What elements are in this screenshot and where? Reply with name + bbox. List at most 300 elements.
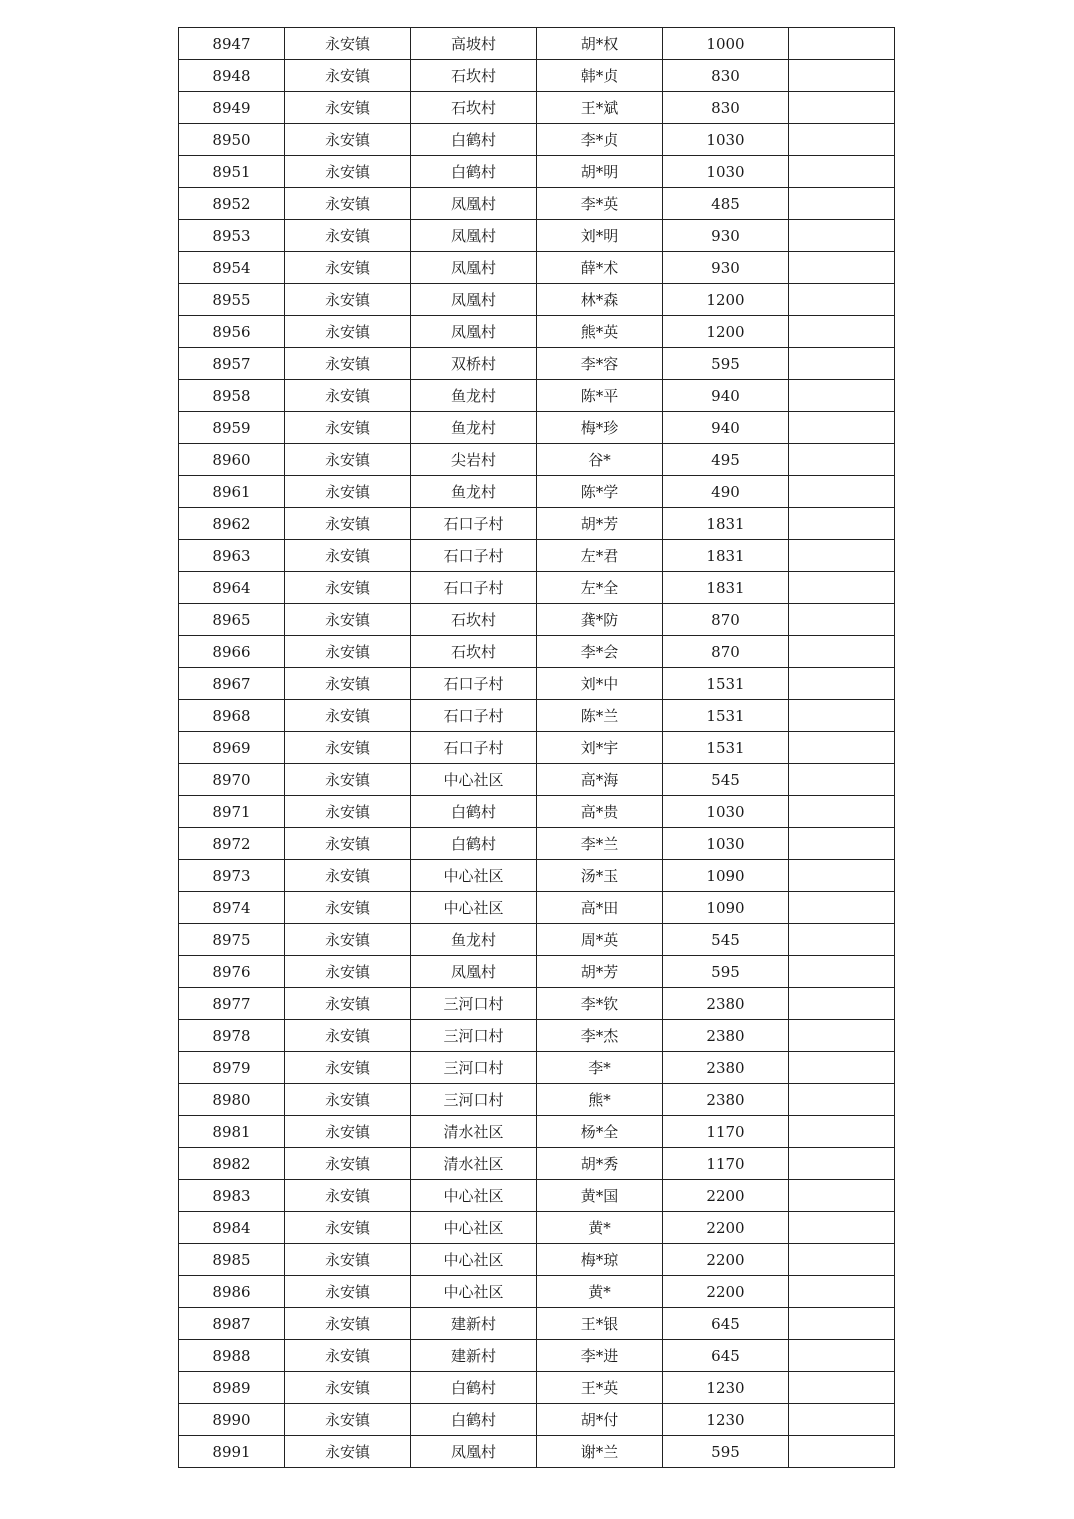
cell-name: 陈*兰 xyxy=(537,700,663,732)
cell-note xyxy=(789,284,895,316)
cell-amount: 1200 xyxy=(663,316,789,348)
table-row xyxy=(179,1404,895,1436)
cell-village: 凤凰村 xyxy=(411,284,537,316)
cell-amount: 645 xyxy=(663,1340,789,1372)
cell-name: 梅*珍 xyxy=(537,412,663,444)
cell-serial-number: 8982 xyxy=(179,1148,285,1180)
cell-serial-number: 8965 xyxy=(179,604,285,636)
table-row xyxy=(179,1148,895,1180)
cell-name: 韩*贞 xyxy=(537,60,663,92)
cell-amount: 495 xyxy=(663,444,789,476)
cell-amount: 870 xyxy=(663,636,789,668)
cell-note xyxy=(789,1340,895,1372)
cell-amount: 2200 xyxy=(663,1244,789,1276)
cell-town: 永安镇 xyxy=(285,988,411,1020)
cell-town: 永安镇 xyxy=(285,668,411,700)
cell-note xyxy=(789,28,895,60)
cell-village: 凤凰村 xyxy=(411,220,537,252)
cell-serial-number: 8954 xyxy=(179,252,285,284)
cell-name: 李*杰 xyxy=(537,1020,663,1052)
cell-note xyxy=(789,1084,895,1116)
cell-serial-number: 8977 xyxy=(179,988,285,1020)
cell-note xyxy=(789,860,895,892)
cell-serial-number: 8990 xyxy=(179,1404,285,1436)
cell-amount: 830 xyxy=(663,60,789,92)
cell-name: 李*英 xyxy=(537,188,663,220)
cell-amount: 2380 xyxy=(663,1052,789,1084)
cell-village: 中心社区 xyxy=(411,1276,537,1308)
table-row xyxy=(179,316,895,348)
table-row xyxy=(179,412,895,444)
cell-name: 李*贞 xyxy=(537,124,663,156)
cell-amount: 1831 xyxy=(663,508,789,540)
cell-serial-number: 8986 xyxy=(179,1276,285,1308)
cell-serial-number: 8957 xyxy=(179,348,285,380)
cell-town: 永安镇 xyxy=(285,284,411,316)
cell-amount: 595 xyxy=(663,956,789,988)
cell-village: 鱼龙村 xyxy=(411,924,537,956)
table-row xyxy=(179,924,895,956)
table-row xyxy=(179,1116,895,1148)
cell-name: 熊*英 xyxy=(537,316,663,348)
cell-name: 刘*明 xyxy=(537,220,663,252)
cell-serial-number: 8987 xyxy=(179,1308,285,1340)
cell-note xyxy=(789,124,895,156)
cell-serial-number: 8962 xyxy=(179,508,285,540)
cell-town: 永安镇 xyxy=(285,156,411,188)
table-row xyxy=(179,444,895,476)
table-row xyxy=(179,1244,895,1276)
cell-note xyxy=(789,348,895,380)
cell-serial-number: 8989 xyxy=(179,1372,285,1404)
cell-town: 永安镇 xyxy=(285,60,411,92)
cell-town: 永安镇 xyxy=(285,860,411,892)
cell-serial-number: 8988 xyxy=(179,1340,285,1372)
record-table-container xyxy=(178,27,895,1468)
cell-town: 永安镇 xyxy=(285,540,411,572)
cell-note xyxy=(789,1276,895,1308)
cell-name: 左*君 xyxy=(537,540,663,572)
cell-town: 永安镇 xyxy=(285,1404,411,1436)
table-row xyxy=(179,540,895,572)
table-row xyxy=(179,380,895,412)
cell-serial-number: 8951 xyxy=(179,156,285,188)
cell-note xyxy=(789,476,895,508)
cell-amount: 940 xyxy=(663,380,789,412)
cell-town: 永安镇 xyxy=(285,1308,411,1340)
cell-serial-number: 8966 xyxy=(179,636,285,668)
cell-town: 永安镇 xyxy=(285,604,411,636)
cell-name: 王*斌 xyxy=(537,92,663,124)
cell-town: 永安镇 xyxy=(285,508,411,540)
cell-amount: 2200 xyxy=(663,1276,789,1308)
cell-town: 永安镇 xyxy=(285,1180,411,1212)
cell-village: 白鹤村 xyxy=(411,1372,537,1404)
cell-note xyxy=(789,764,895,796)
cell-village: 三河口村 xyxy=(411,1084,537,1116)
cell-name: 梅*琼 xyxy=(537,1244,663,1276)
cell-town: 永安镇 xyxy=(285,1340,411,1372)
cell-amount: 1030 xyxy=(663,828,789,860)
cell-serial-number: 8967 xyxy=(179,668,285,700)
cell-note xyxy=(789,636,895,668)
cell-amount: 595 xyxy=(663,348,789,380)
cell-note xyxy=(789,444,895,476)
cell-amount: 1090 xyxy=(663,892,789,924)
cell-amount: 1030 xyxy=(663,124,789,156)
cell-name: 谢*兰 xyxy=(537,1436,663,1468)
cell-name: 刘*中 xyxy=(537,668,663,700)
cell-serial-number: 8975 xyxy=(179,924,285,956)
cell-serial-number: 8985 xyxy=(179,1244,285,1276)
cell-village: 石口子村 xyxy=(411,700,537,732)
cell-amount: 1230 xyxy=(663,1372,789,1404)
cell-note xyxy=(789,1180,895,1212)
cell-village: 凤凰村 xyxy=(411,252,537,284)
cell-village: 白鹤村 xyxy=(411,828,537,860)
cell-village: 凤凰村 xyxy=(411,188,537,220)
cell-serial-number: 8956 xyxy=(179,316,285,348)
table-row xyxy=(179,188,895,220)
table-row xyxy=(179,892,895,924)
table-row xyxy=(179,28,895,60)
cell-note xyxy=(789,1308,895,1340)
cell-name: 黄* xyxy=(537,1212,663,1244)
cell-amount: 2380 xyxy=(663,1084,789,1116)
cell-note xyxy=(789,1404,895,1436)
table-row xyxy=(179,476,895,508)
cell-serial-number: 8981 xyxy=(179,1116,285,1148)
cell-serial-number: 8976 xyxy=(179,956,285,988)
cell-village: 石口子村 xyxy=(411,668,537,700)
table-row xyxy=(179,1180,895,1212)
cell-name: 熊* xyxy=(537,1084,663,1116)
cell-amount: 2380 xyxy=(663,988,789,1020)
cell-village: 石坎村 xyxy=(411,636,537,668)
table-row xyxy=(179,1436,895,1468)
cell-amount: 930 xyxy=(663,252,789,284)
table-row xyxy=(179,1308,895,1340)
cell-amount: 1170 xyxy=(663,1116,789,1148)
cell-serial-number: 8960 xyxy=(179,444,285,476)
cell-village: 双桥村 xyxy=(411,348,537,380)
cell-amount: 1230 xyxy=(663,1404,789,1436)
table-row xyxy=(179,700,895,732)
cell-town: 永安镇 xyxy=(285,796,411,828)
table-row xyxy=(179,796,895,828)
table-row xyxy=(179,220,895,252)
cell-town: 永安镇 xyxy=(285,1148,411,1180)
cell-town: 永安镇 xyxy=(285,444,411,476)
cell-village: 建新村 xyxy=(411,1308,537,1340)
cell-town: 永安镇 xyxy=(285,956,411,988)
cell-amount: 1531 xyxy=(663,668,789,700)
cell-village: 清水社区 xyxy=(411,1148,537,1180)
cell-note xyxy=(789,700,895,732)
cell-village: 中心社区 xyxy=(411,860,537,892)
cell-name: 左*全 xyxy=(537,572,663,604)
cell-amount: 1030 xyxy=(663,156,789,188)
cell-amount: 485 xyxy=(663,188,789,220)
cell-note xyxy=(789,796,895,828)
table-row xyxy=(179,60,895,92)
table-row xyxy=(179,860,895,892)
cell-village: 石口子村 xyxy=(411,540,537,572)
cell-amount: 1170 xyxy=(663,1148,789,1180)
cell-serial-number: 8959 xyxy=(179,412,285,444)
cell-serial-number: 8952 xyxy=(179,188,285,220)
cell-name: 李*进 xyxy=(537,1340,663,1372)
cell-town: 永安镇 xyxy=(285,892,411,924)
cell-serial-number: 8979 xyxy=(179,1052,285,1084)
cell-note xyxy=(789,380,895,412)
cell-town: 永安镇 xyxy=(285,764,411,796)
cell-name: 陈*平 xyxy=(537,380,663,412)
cell-village: 三河口村 xyxy=(411,1020,537,1052)
cell-amount: 1000 xyxy=(663,28,789,60)
cell-amount: 1531 xyxy=(663,732,789,764)
table-row xyxy=(179,1276,895,1308)
cell-amount: 1831 xyxy=(663,572,789,604)
cell-serial-number: 8953 xyxy=(179,220,285,252)
cell-note xyxy=(789,508,895,540)
cell-village: 鱼龙村 xyxy=(411,380,537,412)
cell-name: 高*田 xyxy=(537,892,663,924)
cell-town: 永安镇 xyxy=(285,1052,411,1084)
cell-serial-number: 8958 xyxy=(179,380,285,412)
cell-amount: 545 xyxy=(663,764,789,796)
cell-amount: 595 xyxy=(663,1436,789,1468)
cell-amount: 1200 xyxy=(663,284,789,316)
cell-town: 永安镇 xyxy=(285,700,411,732)
table-row xyxy=(179,988,895,1020)
cell-serial-number: 8963 xyxy=(179,540,285,572)
cell-name: 胡*付 xyxy=(537,1404,663,1436)
cell-name: 黄*国 xyxy=(537,1180,663,1212)
cell-town: 永安镇 xyxy=(285,1212,411,1244)
cell-serial-number: 8947 xyxy=(179,28,285,60)
cell-serial-number: 8968 xyxy=(179,700,285,732)
cell-name: 李*兰 xyxy=(537,828,663,860)
cell-town: 永安镇 xyxy=(285,28,411,60)
table-row xyxy=(179,828,895,860)
table-row xyxy=(179,348,895,380)
record-table-body xyxy=(179,28,895,1468)
cell-village: 石口子村 xyxy=(411,508,537,540)
cell-name: 汤*玉 xyxy=(537,860,663,892)
cell-village: 建新村 xyxy=(411,1340,537,1372)
table-row xyxy=(179,956,895,988)
cell-serial-number: 8991 xyxy=(179,1436,285,1468)
cell-note xyxy=(789,988,895,1020)
cell-serial-number: 8969 xyxy=(179,732,285,764)
cell-name: 胡*芳 xyxy=(537,508,663,540)
table-row xyxy=(179,1212,895,1244)
cell-name: 王*银 xyxy=(537,1308,663,1340)
cell-name: 李*容 xyxy=(537,348,663,380)
record-table xyxy=(178,27,895,1468)
table-row xyxy=(179,1020,895,1052)
cell-name: 黄* xyxy=(537,1276,663,1308)
cell-village: 石坎村 xyxy=(411,604,537,636)
cell-town: 永安镇 xyxy=(285,1372,411,1404)
table-row xyxy=(179,572,895,604)
cell-note xyxy=(789,92,895,124)
cell-village: 尖岩村 xyxy=(411,444,537,476)
cell-name: 高*贵 xyxy=(537,796,663,828)
cell-amount: 870 xyxy=(663,604,789,636)
cell-name: 杨*全 xyxy=(537,1116,663,1148)
cell-name: 王*英 xyxy=(537,1372,663,1404)
cell-town: 永安镇 xyxy=(285,380,411,412)
table-row xyxy=(179,764,895,796)
cell-town: 永安镇 xyxy=(285,220,411,252)
cell-name: 胡*明 xyxy=(537,156,663,188)
cell-note xyxy=(789,956,895,988)
cell-note xyxy=(789,1020,895,1052)
cell-note xyxy=(789,188,895,220)
cell-town: 永安镇 xyxy=(285,1020,411,1052)
cell-name: 龚*防 xyxy=(537,604,663,636)
cell-amount: 830 xyxy=(663,92,789,124)
cell-town: 永安镇 xyxy=(285,316,411,348)
cell-note xyxy=(789,1244,895,1276)
table-row xyxy=(179,1084,895,1116)
cell-note xyxy=(789,1116,895,1148)
cell-town: 永安镇 xyxy=(285,412,411,444)
cell-name: 林*森 xyxy=(537,284,663,316)
cell-serial-number: 8955 xyxy=(179,284,285,316)
table-row xyxy=(179,636,895,668)
cell-town: 永安镇 xyxy=(285,348,411,380)
cell-town: 永安镇 xyxy=(285,828,411,860)
table-row xyxy=(179,156,895,188)
cell-village: 白鹤村 xyxy=(411,156,537,188)
cell-village: 凤凰村 xyxy=(411,1436,537,1468)
cell-serial-number: 8964 xyxy=(179,572,285,604)
cell-village: 清水社区 xyxy=(411,1116,537,1148)
cell-note xyxy=(789,892,895,924)
table-row xyxy=(179,252,895,284)
cell-town: 永安镇 xyxy=(285,188,411,220)
cell-serial-number: 8974 xyxy=(179,892,285,924)
table-row xyxy=(179,508,895,540)
cell-village: 石坎村 xyxy=(411,92,537,124)
cell-village: 中心社区 xyxy=(411,1212,537,1244)
cell-note xyxy=(789,828,895,860)
cell-village: 凤凰村 xyxy=(411,316,537,348)
cell-amount: 1531 xyxy=(663,700,789,732)
cell-village: 中心社区 xyxy=(411,892,537,924)
cell-village: 中心社区 xyxy=(411,764,537,796)
cell-town: 永安镇 xyxy=(285,636,411,668)
cell-note xyxy=(789,668,895,700)
table-row xyxy=(179,604,895,636)
cell-serial-number: 8980 xyxy=(179,1084,285,1116)
cell-village: 石口子村 xyxy=(411,572,537,604)
cell-name: 胡*权 xyxy=(537,28,663,60)
cell-serial-number: 8984 xyxy=(179,1212,285,1244)
cell-town: 永安镇 xyxy=(285,924,411,956)
cell-name: 李* xyxy=(537,1052,663,1084)
cell-amount: 940 xyxy=(663,412,789,444)
cell-town: 永安镇 xyxy=(285,124,411,156)
cell-note xyxy=(789,604,895,636)
cell-village: 中心社区 xyxy=(411,1180,537,1212)
cell-village: 石坎村 xyxy=(411,60,537,92)
cell-town: 永安镇 xyxy=(285,732,411,764)
cell-serial-number: 8961 xyxy=(179,476,285,508)
cell-amount: 1831 xyxy=(663,540,789,572)
cell-town: 永安镇 xyxy=(285,1244,411,1276)
table-row xyxy=(179,1052,895,1084)
cell-village: 白鹤村 xyxy=(411,124,537,156)
cell-name: 陈*学 xyxy=(537,476,663,508)
cell-name: 胡*秀 xyxy=(537,1148,663,1180)
cell-town: 永安镇 xyxy=(285,1116,411,1148)
table-row xyxy=(179,1372,895,1404)
cell-note xyxy=(789,316,895,348)
cell-town: 永安镇 xyxy=(285,1276,411,1308)
cell-town: 永安镇 xyxy=(285,1084,411,1116)
cell-amount: 1090 xyxy=(663,860,789,892)
cell-amount: 545 xyxy=(663,924,789,956)
cell-note xyxy=(789,1148,895,1180)
cell-serial-number: 8972 xyxy=(179,828,285,860)
cell-name: 高*海 xyxy=(537,764,663,796)
cell-village: 白鹤村 xyxy=(411,1404,537,1436)
cell-name: 薛*术 xyxy=(537,252,663,284)
cell-town: 永安镇 xyxy=(285,476,411,508)
table-row xyxy=(179,124,895,156)
cell-name: 胡*芳 xyxy=(537,956,663,988)
cell-amount: 645 xyxy=(663,1308,789,1340)
cell-amount: 1030 xyxy=(663,796,789,828)
cell-name: 李*会 xyxy=(537,636,663,668)
cell-town: 永安镇 xyxy=(285,252,411,284)
cell-note xyxy=(789,572,895,604)
table-row xyxy=(179,668,895,700)
cell-serial-number: 8978 xyxy=(179,1020,285,1052)
cell-name: 谷* xyxy=(537,444,663,476)
cell-village: 鱼龙村 xyxy=(411,476,537,508)
cell-name: 刘*宇 xyxy=(537,732,663,764)
cell-town: 永安镇 xyxy=(285,92,411,124)
cell-note xyxy=(789,220,895,252)
cell-serial-number: 8973 xyxy=(179,860,285,892)
cell-amount: 2200 xyxy=(663,1180,789,1212)
cell-village: 鱼龙村 xyxy=(411,412,537,444)
cell-village: 白鹤村 xyxy=(411,796,537,828)
cell-note xyxy=(789,1372,895,1404)
cell-serial-number: 8949 xyxy=(179,92,285,124)
cell-note xyxy=(789,412,895,444)
table-row xyxy=(179,92,895,124)
cell-note xyxy=(789,60,895,92)
cell-amount: 490 xyxy=(663,476,789,508)
cell-serial-number: 8950 xyxy=(179,124,285,156)
cell-name: 李*钦 xyxy=(537,988,663,1020)
cell-village: 高坡村 xyxy=(411,28,537,60)
cell-serial-number: 8983 xyxy=(179,1180,285,1212)
cell-village: 石口子村 xyxy=(411,732,537,764)
cell-town: 永安镇 xyxy=(285,1436,411,1468)
cell-village: 三河口村 xyxy=(411,988,537,1020)
table-row xyxy=(179,732,895,764)
cell-note xyxy=(789,1052,895,1084)
cell-note xyxy=(789,1212,895,1244)
table-row xyxy=(179,1340,895,1372)
